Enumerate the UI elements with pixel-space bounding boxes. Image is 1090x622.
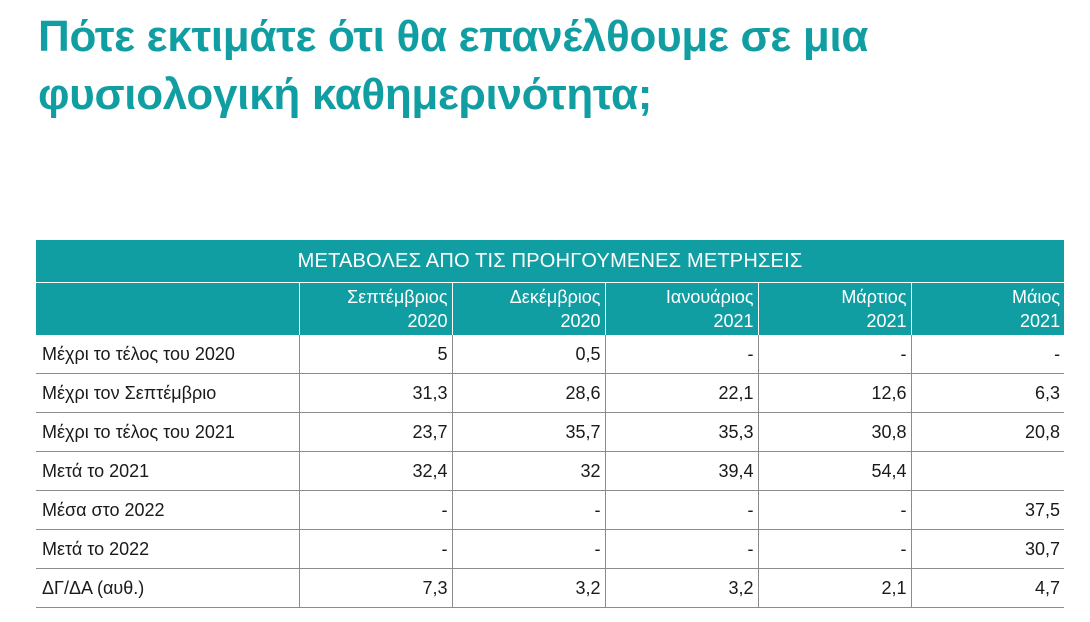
table-cell: 35,7: [452, 413, 605, 452]
table-cell: -: [605, 491, 758, 530]
column-header-month: Μάρτιος: [841, 287, 907, 307]
table-cell: 30,7: [911, 530, 1064, 569]
table-cell: 32: [452, 452, 605, 491]
table-cell: 31,3: [299, 374, 452, 413]
table-row: [36, 413, 1064, 452]
column-header-month: Σεπτέμβριος: [347, 287, 448, 307]
row-label: Μετά το 2022: [36, 530, 299, 569]
column-header-year: 2021: [1020, 311, 1061, 331]
column-header-year: 2020: [407, 311, 448, 331]
row-label: ΔΓ/ΔΑ (αυθ.): [36, 569, 299, 608]
column-header: [758, 283, 911, 336]
table-banner-row: [36, 240, 1064, 283]
row-label: Μέχρι τον Σεπτέμβριο: [36, 374, 299, 413]
table-cell: -: [758, 335, 911, 374]
row-label: Μέχρι το τέλος του 2021: [36, 413, 299, 452]
table-cell: 39,4: [605, 452, 758, 491]
table-cell: -: [758, 530, 911, 569]
table-cell: 20,8: [911, 413, 1064, 452]
table-cell: 6,3: [911, 374, 1064, 413]
row-label: Μέχρι το τέλος του 2020: [36, 335, 299, 374]
table-cell: 0,5: [452, 335, 605, 374]
table-cell: -: [299, 491, 452, 530]
table-cell: 54,4: [758, 452, 911, 491]
column-header: [452, 283, 605, 336]
column-header-month: Δεκέμβριος: [509, 287, 601, 307]
table-cell: -: [452, 530, 605, 569]
table-cell: -: [605, 530, 758, 569]
column-header: [605, 283, 758, 336]
table-cell: 23,7: [299, 413, 452, 452]
table-cell: 12,6: [758, 374, 911, 413]
table-cell: 28,6: [452, 374, 605, 413]
row-label: Μέσα στο 2022: [36, 491, 299, 530]
column-header: [911, 283, 1064, 336]
page-title-line-1: Πότε εκτιμάτε ότι θα επανέλθουμε σε μια: [38, 12, 869, 61]
table-cell: 37,5: [911, 491, 1064, 530]
table-header-row: [36, 283, 1064, 336]
table-cell: -: [605, 335, 758, 374]
table-banner: ΜΕΤΑΒΟΛΕΣ ΑΠΟ ΤΙΣ ΠΡΟΗΓΟΥΜΕΝΕΣ ΜΕΤΡΗΣΕΙΣ: [36, 240, 1064, 283]
page-title: [38, 8, 1038, 124]
table-cell: 22,1: [605, 374, 758, 413]
table-cell: 3,2: [452, 569, 605, 608]
column-header-month: Μάιος: [1011, 287, 1061, 307]
table-row: [36, 374, 1064, 413]
page-title-line-2: φυσιολογική καθημερινότητα;: [38, 70, 653, 119]
table-row: [36, 491, 1064, 530]
table-cell: 30,8: [758, 413, 911, 452]
column-header-year: 2020: [560, 311, 601, 331]
table-cell: 7,3: [299, 569, 452, 608]
column-header-year: 2021: [866, 311, 907, 331]
table-row: [36, 452, 1064, 491]
header-cell-empty: [36, 283, 299, 336]
column-header-month: Ιανουάριος: [665, 287, 754, 307]
table-cell: -: [758, 491, 911, 530]
row-label: Μετά το 2021: [36, 452, 299, 491]
table-row: [36, 530, 1064, 569]
table-cell: -: [911, 335, 1064, 374]
table-cell: -: [452, 491, 605, 530]
table-cell: 3,2: [605, 569, 758, 608]
table-cell: 35,3: [605, 413, 758, 452]
table-cell: 4,7: [911, 569, 1064, 608]
table-cell: 2,1: [758, 569, 911, 608]
table-cell: [911, 452, 1064, 491]
results-table: [36, 240, 1064, 608]
table-row: [36, 569, 1064, 608]
column-header: [299, 283, 452, 336]
table-row: [36, 335, 1064, 374]
table-cell: 5: [299, 335, 452, 374]
table-cell: 32,4: [299, 452, 452, 491]
table-cell: -: [299, 530, 452, 569]
column-header-year: 2021: [713, 311, 754, 331]
